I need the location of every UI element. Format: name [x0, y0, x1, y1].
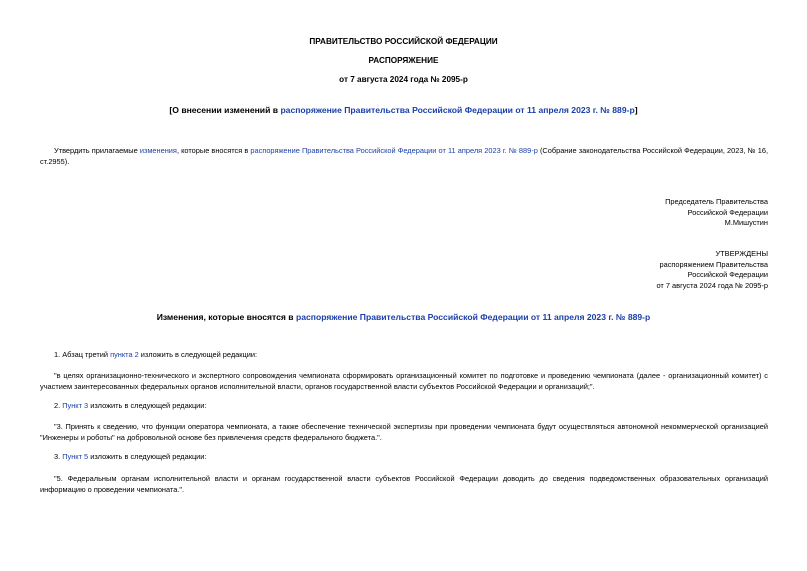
- item-quote: "в целях организационно-технического и экспертного сопровождения чемпионата сформировать организационный комитет по подготовке и проведению чемпионата (далее - организационный комитет) с участием заинтересованных федеральных органов исполнительной власти, органов государственной власти субъектов Российской Федерации и организаций;".: [40, 371, 768, 391]
- title-bracket-close: ]: [634, 105, 638, 115]
- document-title: [0, 104, 807, 116]
- list-item: [40, 452, 782, 463]
- approval-block: [656, 249, 768, 292]
- approval-line-2: распоряжением Правительства: [659, 259, 768, 269]
- intro-paragraph: [40, 146, 768, 167]
- item-prefix: 3.: [54, 452, 63, 461]
- amended-act-link[interactable]: распоряжение Правительства Российской Федерации от 11 апреля 2023 г. № 889-р: [250, 146, 538, 155]
- item-quote: "5. Федеральным органам исполнительной власти и органам государственной власти субъектов Российской Федерации доводить до сведения подведомственных образовательных организаций информацию о проведении чемпионата.".: [40, 474, 768, 494]
- signature-org: Российской Федерации: [687, 207, 768, 217]
- item-point-link[interactable]: Пункт 5: [62, 452, 89, 461]
- list-item: [40, 350, 782, 361]
- signature-position: Председатель Правительства: [665, 197, 768, 206]
- changes-title-link[interactable]: распоряжение Правительства Российской Федерации от 11 апреля 2023 г. № 889-р: [295, 312, 651, 322]
- signature-block: [665, 197, 768, 229]
- changes-link[interactable]: изменения: [139, 146, 177, 155]
- item-point-link[interactable]: Пункт 3: [62, 401, 89, 410]
- list-item: [40, 401, 782, 412]
- item-point-link[interactable]: пункта 2: [110, 350, 139, 359]
- title-text: [О внесении изменений в: [169, 105, 281, 115]
- item-quote: "3. Принять к сведению, что функции оператора чемпионата, а также обеспечение технической экспертизы при проведении чемпионата будут осуществляться автономной некоммерческой организацией "Инженеры и роботы" на добровольной основе без привлечения средств федерального бюджета.".: [40, 422, 768, 442]
- changes-title-text: Изменения, которые вносятся в: [156, 312, 296, 322]
- issuing-authority: ПРАВИТЕЛЬСТВО РОССИЙСКОЙ ФЕДЕРАЦИИ: [309, 37, 498, 46]
- intro-text-1: Утвердить прилагаемые: [54, 146, 140, 155]
- title-amended-act-link[interactable]: распоряжение Правительства Российской Федерации от 11 апреля 2023 г. № 889-р: [280, 105, 635, 115]
- item-prefix: 2.: [54, 401, 63, 410]
- item-suffix: изложить в следующей редакции:: [88, 401, 207, 410]
- item-prefix: 1. Абзац третий: [54, 350, 111, 359]
- document-date-number: от 7 августа 2024 года № 2095-р: [339, 75, 468, 84]
- approval-line-3: Российской Федерации: [687, 270, 768, 280]
- signature-name: М.Мишустин: [724, 218, 768, 228]
- changes-title: [0, 311, 807, 323]
- approval-line-4: от 7 августа 2024 года № 2095-р: [656, 281, 768, 291]
- intro-text-3: (Собрание законодательства Российской Федерации, 2023, № 16, ст.2955).: [40, 146, 769, 166]
- approval-heading: УТВЕРЖДЕНЫ: [715, 249, 768, 258]
- intro-text-2: , которые вносятся в: [176, 146, 251, 155]
- document-type: РАСПОРЯЖЕНИЕ: [368, 56, 439, 65]
- item-suffix: изложить в следующей редакции:: [88, 452, 207, 461]
- item-suffix: изложить в следующей редакции:: [138, 350, 258, 359]
